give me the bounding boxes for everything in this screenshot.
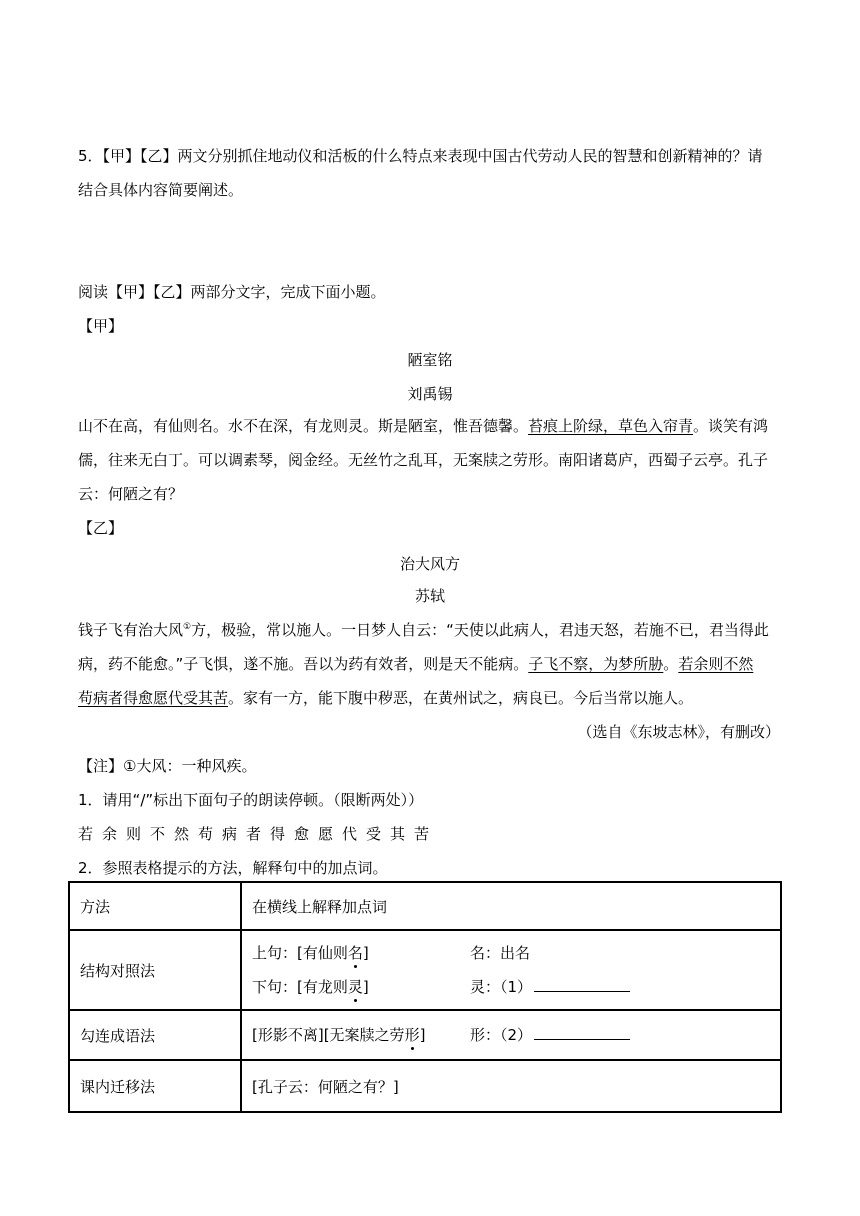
q5-line-1: 5．【甲】【乙】两文分别抓住地动仪和活板的什么特点来表现中国古代劳动人民的智慧和创新精神的？请 [78, 147, 763, 165]
dotted-word: 名 [347, 944, 363, 962]
passage-a-title: 陋室铭 [407, 351, 453, 369]
underlined-sentence: 苔痕上阶绿，草色入帘青 [528, 417, 694, 435]
underlined-sentence: 子飞不察，为梦所胁 [528, 655, 664, 673]
method-table [68, 881, 782, 1113]
dotted-word: 形 [404, 1026, 420, 1044]
passage-a-author: 刘禹锡 [407, 385, 453, 403]
passage-b-text: 方，极验，常以施人。一日梦人自云：“天使以此病人，君违天怒，若施不已，君当得此 [191, 621, 769, 639]
answer-label: 灵：（1） [470, 978, 533, 996]
answer-label: 形：（2） [470, 1026, 533, 1044]
question-1-prompt: 1．请用“/”标出下面句子的朗读停顿。（限断两处）） [78, 791, 424, 809]
table-row [69, 1010, 781, 1060]
answer-2 [470, 1025, 630, 1045]
header-explain: 在横线上解释加点词 [241, 882, 781, 930]
method-name: 勾连成语法 [69, 1010, 241, 1060]
q5-line-2: 结合具体内容简要阐述。 [78, 181, 244, 199]
sentence-text: ] [419, 1026, 426, 1044]
dotted-word: 灵 [347, 978, 363, 996]
upper-sentence [252, 944, 369, 962]
sentence-text: 下句：[有龙则 [252, 978, 348, 996]
table-row [69, 930, 781, 1010]
passage-a-tag: 【甲】 [78, 317, 124, 335]
passage-b-text: 。家有一方，能下腹中秽恶，在黄州试之，病良已。今后当常以施人。 [228, 689, 694, 707]
lower-sentence [252, 978, 369, 996]
question-2-prompt: 2．参照表格提示的方法，解释句中的加点词。 [78, 859, 388, 877]
method-name: 结构对照法 [69, 930, 241, 1010]
sentence-text: [形影不离][无案牍之劳 [252, 1026, 405, 1044]
passage-b-text: 钱子飞有治大风 [78, 621, 184, 639]
answer-1 [470, 977, 630, 997]
method-content [241, 1010, 781, 1060]
passage-b-text: 。 [663, 655, 679, 673]
footnote-marker: ① [183, 622, 192, 632]
table-header-row [69, 882, 781, 930]
sentence-text: ] [362, 978, 369, 996]
passage-b-line-2 [78, 654, 753, 674]
passage-a-text: 。谈笑有鸿 [693, 417, 769, 435]
sentence-text: 上句：[有仙则 [252, 944, 348, 962]
passage-b-author: 苏轼 [414, 587, 445, 605]
passage-b-title: 治大风方 [399, 555, 460, 573]
passage-b-line-3 [78, 688, 693, 708]
passage-b-tag: 【乙】 [78, 519, 124, 537]
sentence-text: ] [362, 944, 369, 962]
passage-b-source: （选自《东坡志林》，有删改） [577, 723, 780, 741]
passage-a-text: 山不在高，有仙则名。水不在深，有龙则灵。斯是陋室，惟吾德馨。 [78, 417, 529, 435]
passage-a-line-3: 云：何陋之有？ [78, 485, 184, 503]
passage-b-text: 病，药不能愈。”子飞惧，遂不施。吾以为药有效者，则是天不能病。 [78, 655, 529, 673]
passage-a-line-2: 儒，往来无白丁。可以调素琴，阅金经。无丝竹之乱耳，无案牍之劳形。南阳诸葛庐，西蜀子云亭。孔子 [78, 451, 769, 469]
passage-b-line-1 [78, 620, 769, 640]
answer-example: 名：出名 [470, 944, 531, 962]
answer-blank-1[interactable] [534, 977, 630, 992]
answer-blank-2[interactable] [534, 1025, 630, 1040]
question-1-sentence: 若余则不然苟病者得愈愿代受其苦 [78, 825, 439, 843]
reading-instruction: 阅读【甲】【乙】两部分文字，完成下面小题。 [78, 283, 386, 301]
method-content [241, 930, 781, 1010]
table-row [69, 1060, 781, 1112]
underlined-sentence: 苟病者得愈愿代受其苦 [78, 689, 229, 707]
passage-a-line-1 [78, 416, 768, 436]
method-content: [孔子云：何陋之有？] [241, 1060, 781, 1112]
idiom-sentence [252, 1026, 425, 1044]
footnote: 【注】①大风：一种风疾。 [78, 757, 257, 775]
underlined-sentence: 若余则不然 [678, 655, 754, 673]
method-name: 课内迁移法 [69, 1060, 241, 1112]
header-method: 方法 [69, 882, 241, 930]
